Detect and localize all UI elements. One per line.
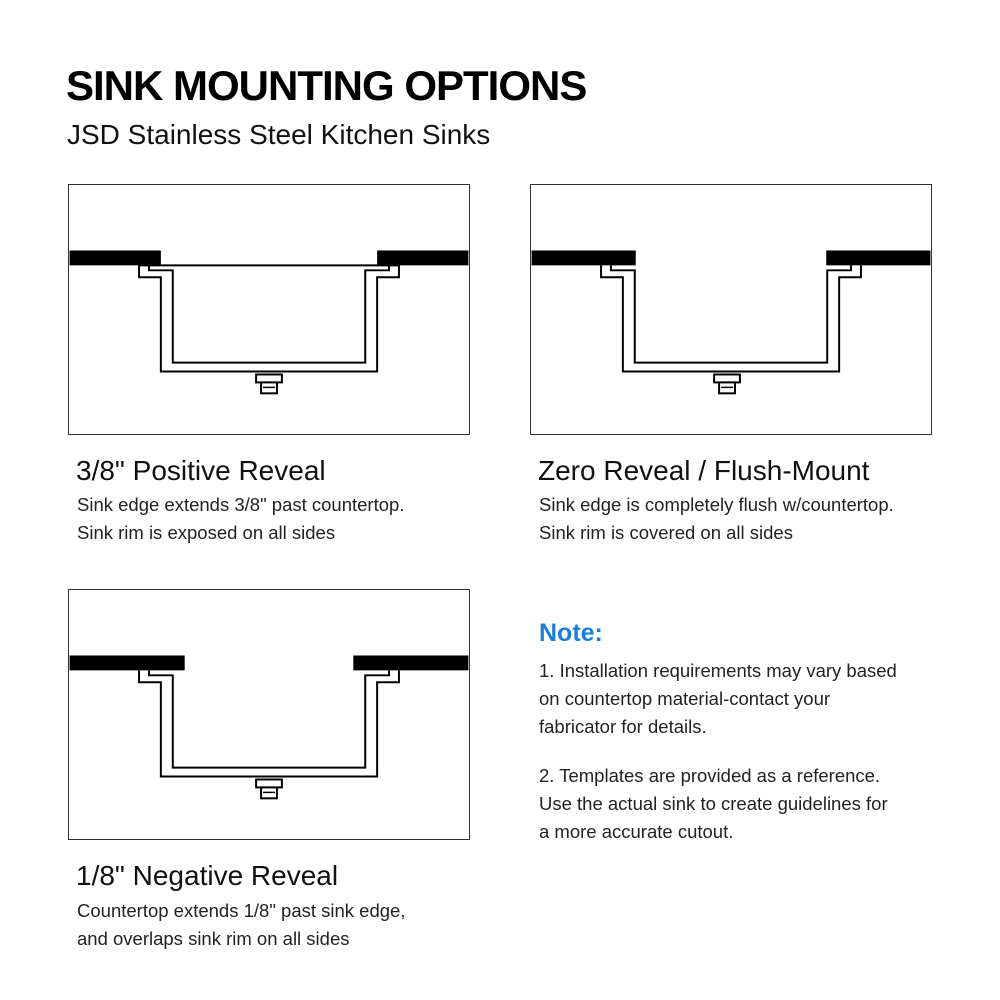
description-line: Sink edge is completely flush w/countertop. [539,494,894,515]
description-line: Sink rim is exposed on all sides [77,522,336,543]
negative-reveal-diagram [68,589,470,840]
description-line: Sink rim is covered on all sides [539,522,793,543]
negative-reveal-title: 1/8" Negative Reveal [76,860,339,891]
note-line: fabricator for details. [539,716,707,737]
drain-nut [714,374,740,382]
drain-nut [256,374,282,382]
sink-basin [139,670,399,776]
description-line: Countertop extends 1/8" past sink edge, [77,900,406,921]
countertop-right [353,655,468,670]
note-line: a more accurate cutout. [539,821,734,842]
zero-reveal-description [539,491,894,547]
zero-reveal-title: Zero Reveal / Flush-Mount [538,455,870,486]
note-line: 2. Templates are provided as a reference. [539,765,881,786]
note-item [539,762,959,846]
positive-reveal-diagram [68,184,470,435]
note-item [539,657,959,741]
positive-reveal-title: 3/8" Positive Reveal [76,455,326,486]
description-line: Sink edge extends 3/8" past countertop. [77,494,405,515]
zero-reveal-diagram [530,184,932,435]
countertop-left [70,655,185,670]
sink-basin [139,265,399,371]
countertop-right [826,250,930,265]
page-title: SINK MOUNTING OPTIONS [66,62,587,109]
positive-reveal-description [77,491,404,547]
note-line: 1. Installation requirements may vary based [539,660,897,681]
sink-basin-inner [611,265,851,362]
countertop-left [532,250,636,265]
sink-basin-inner [149,670,389,767]
note-line: Use the actual sink to create guidelines for [539,793,888,814]
countertop-right [377,250,468,265]
page-subtitle: JSD Stainless Steel Kitchen Sinks [67,119,491,150]
drain-nut [256,779,282,787]
countertop-left [70,250,161,265]
sink-basin [601,265,861,371]
note-heading: Note: [539,619,603,647]
description-line: and overlaps sink rim on all sides [77,928,350,949]
negative-reveal-description [77,897,405,953]
note-line: on countertop material-contact your [539,688,831,709]
sink-basin-inner [149,265,389,362]
